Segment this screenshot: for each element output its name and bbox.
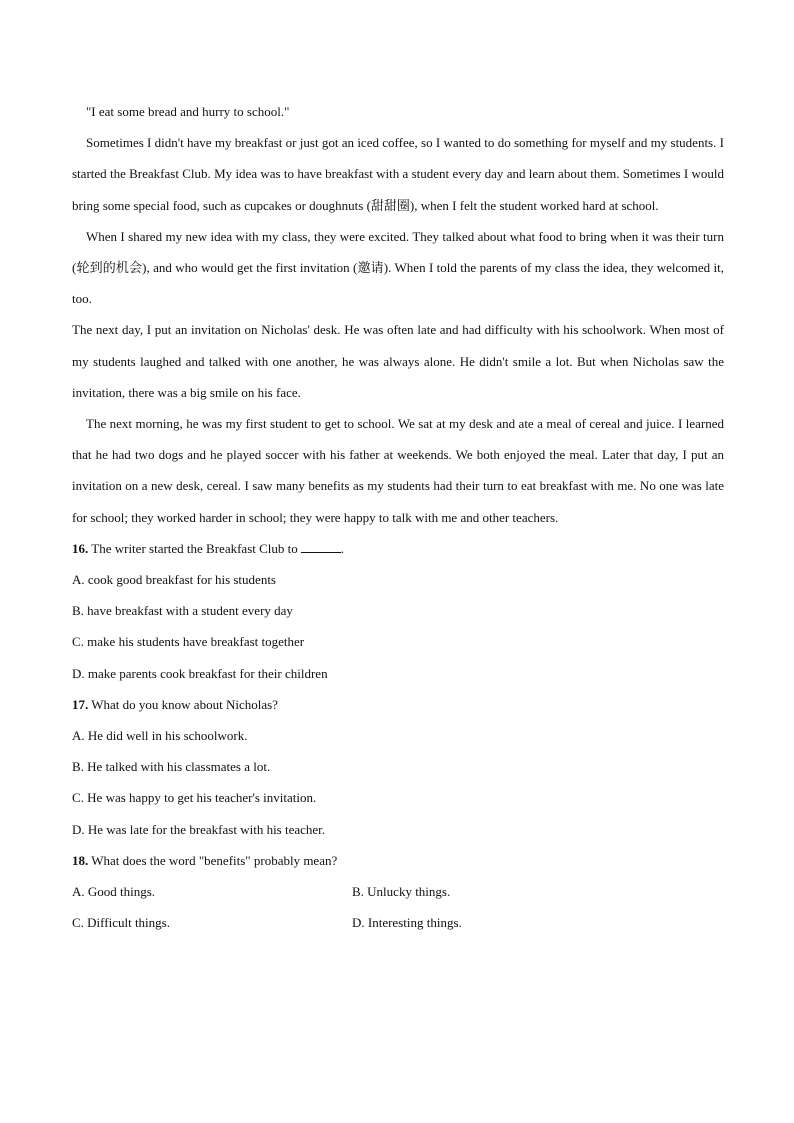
question-text: The writer started the Breakfast Club to xyxy=(91,540,298,556)
question-17 xyxy=(72,689,724,845)
question-number: 18. xyxy=(72,852,89,868)
question-18 xyxy=(72,845,724,939)
question-number: 17. xyxy=(72,696,89,712)
question-stem: 16. The writer started the Breakfast Club to . xyxy=(72,540,345,556)
options-row xyxy=(72,907,724,938)
answer-option-b: B. Unlucky things. xyxy=(352,884,451,900)
answer-option-d: D. He was late for the breakfast with his teacher. xyxy=(72,821,326,837)
answer-blank xyxy=(301,540,341,553)
answer-option-d: D. Interesting things. xyxy=(352,915,462,931)
answer-option-a: A. Good things. xyxy=(72,884,156,900)
passage-paragraph: "I eat some bread and hurry to school." xyxy=(86,104,290,119)
answer-option-b: B. have breakfast with a student every day xyxy=(72,603,293,619)
answer-option-b: B. He talked with his classmates a lot. xyxy=(72,759,271,775)
answer-option-a: A. cook good breakfast for his students xyxy=(72,572,276,588)
passage-paragraph: The next day, I put an invitation on Nicholas' desk. He was often late and had difficulty with his schoolwork. When most of my students laughed and talked with one another, he was always alone. He didn't smile a lot. But when Nicholas saw the invitation, there was a big smile on his face. xyxy=(72,322,724,400)
answer-option-c: C. He was happy to get his teacher's invitation. xyxy=(72,790,317,806)
passage-paragraph: The next morning, he was my first student to get to school. We sat at my desk and ate a meal of cereal and juice. I learned that he had two dogs and he played soccer with his father at weekends. We both enjoyed the meal. Later that day, I put an invitation on a new desk, cereal. I saw many benefits as my students had their turn to eat breakfast with me. No one was late for school; they worked harder in school; they were happy to talk with me and other teachers. xyxy=(72,416,724,525)
question-stem xyxy=(72,845,724,876)
question-text: What do you know about Nicholas? xyxy=(91,696,278,712)
question-text: What does the word "benefits" probably mean? xyxy=(91,852,338,868)
answer-option-d: D. make parents cook breakfast for their children xyxy=(72,665,328,681)
answer-option-c: C. make his students have breakfast together xyxy=(72,634,305,650)
question-16 xyxy=(72,533,724,689)
question-number: 16. xyxy=(72,540,89,556)
document-page xyxy=(72,96,724,938)
reading-passage xyxy=(72,96,724,533)
passage-paragraph: Sometimes I didn't have my breakfast or just got an iced coffee, so I wanted to do something for myself and my students. I started the Breakfast Club. My idea was to have breakfast with a student every day and learn about them. Sometimes I would bring some special food, such as cupcakes or doughnuts (甜甜圈), when I felt the student worked hard at school. xyxy=(72,135,724,213)
passage-paragraph: When I shared my new idea with my class, they were excited. They talked about what food to bring when it was their turn (轮到的机会), and who would get the first invitation (邀请). When I told the parents of my class the idea, they welcomed it, too. xyxy=(72,228,724,307)
answer-option-c: C. Difficult things. xyxy=(72,915,170,931)
options-row xyxy=(72,876,724,907)
answer-option-a: A. He did well in his schoolwork. xyxy=(72,728,248,744)
question-stem xyxy=(72,689,724,720)
